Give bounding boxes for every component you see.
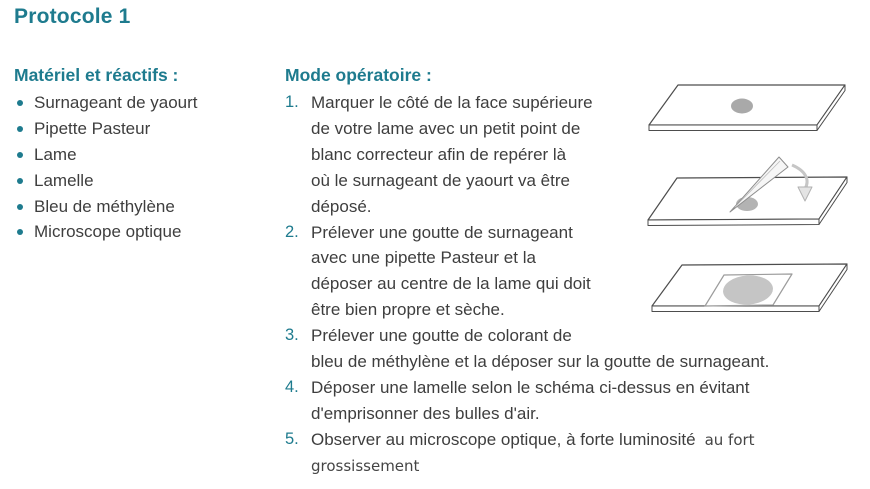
slide-with-marker-dot-illustration — [648, 84, 848, 136]
list-item — [14, 90, 279, 116]
material-label: Lame — [34, 144, 77, 164]
step-text — [311, 323, 865, 375]
material-label: Surnageant de yaourt — [34, 92, 198, 112]
step-line: Prélever une goutte de colorant de — [311, 326, 572, 346]
procedure-step-5 — [285, 427, 865, 480]
slide-with-coverslip-illustration — [650, 263, 850, 316]
bullet-icon — [17, 178, 23, 184]
bullet-icon — [17, 152, 23, 158]
bullet-icon — [17, 100, 23, 106]
step-line: d'emprisonner des bulles d'air. — [311, 403, 540, 423]
step-text — [311, 375, 865, 427]
list-item — [14, 142, 279, 168]
page-title: Protocole 1 — [14, 5, 131, 28]
step-number: 2. — [285, 222, 299, 241]
procedure-step-3 — [285, 323, 865, 375]
material-label: Lamelle — [34, 170, 94, 190]
step-number: 1. — [285, 93, 299, 111]
material-label: Microscope optique — [34, 222, 182, 242]
step-line-main: Observer au microscope optique, à forte luminosité — [311, 429, 696, 449]
step-text — [311, 427, 865, 480]
step-line-appended: grossissement — [311, 456, 420, 475]
step-line: de votre lame avec un petit point de — [311, 118, 581, 138]
step-line: bleu de méthylène et la déposer sur la goutte de surnageant. — [311, 352, 770, 372]
step-line: Prélever une goutte de surnageant — [311, 222, 573, 242]
bullet-icon — [17, 229, 23, 235]
step-line: être bien propre et sèche. — [311, 300, 505, 320]
list-item — [14, 168, 279, 194]
bullet-icon — [17, 126, 23, 132]
step-number: 5. — [285, 429, 299, 448]
materials-section — [14, 62, 279, 245]
step-line: déposer au centre de la lame qui doit — [311, 274, 591, 294]
list-item — [14, 194, 279, 220]
step-number: 4. — [285, 377, 299, 396]
step-line — [311, 427, 865, 454]
step-line: Marquer le côté de la face supérieure — [311, 93, 593, 112]
step-line-appended: au fort — [704, 430, 755, 449]
coverslip-being-lowered-illustration — [646, 152, 863, 230]
step-line: blanc correcteur afin de repérer là — [311, 144, 567, 164]
bullet-icon — [17, 204, 23, 210]
step-line: déposé. — [311, 196, 372, 216]
procedure-heading: Mode opératoire : — [285, 65, 432, 85]
material-label: Pipette Pasteur — [34, 118, 151, 138]
materials-heading: Matériel et réactifs : — [14, 65, 179, 85]
step-line: où le surnageant de yaourt va être — [311, 170, 570, 190]
procedure-step-4 — [285, 375, 865, 427]
materials-list — [14, 90, 279, 245]
step-line: Déposer une lamelle selon le schéma ci-dessus en évitant — [311, 377, 750, 397]
material-label: Bleu de méthylène — [34, 196, 175, 216]
step-line: avec une pipette Pasteur et la — [311, 248, 536, 268]
list-item — [14, 219, 279, 245]
step-number: 3. — [285, 326, 299, 345]
list-item — [14, 116, 279, 142]
